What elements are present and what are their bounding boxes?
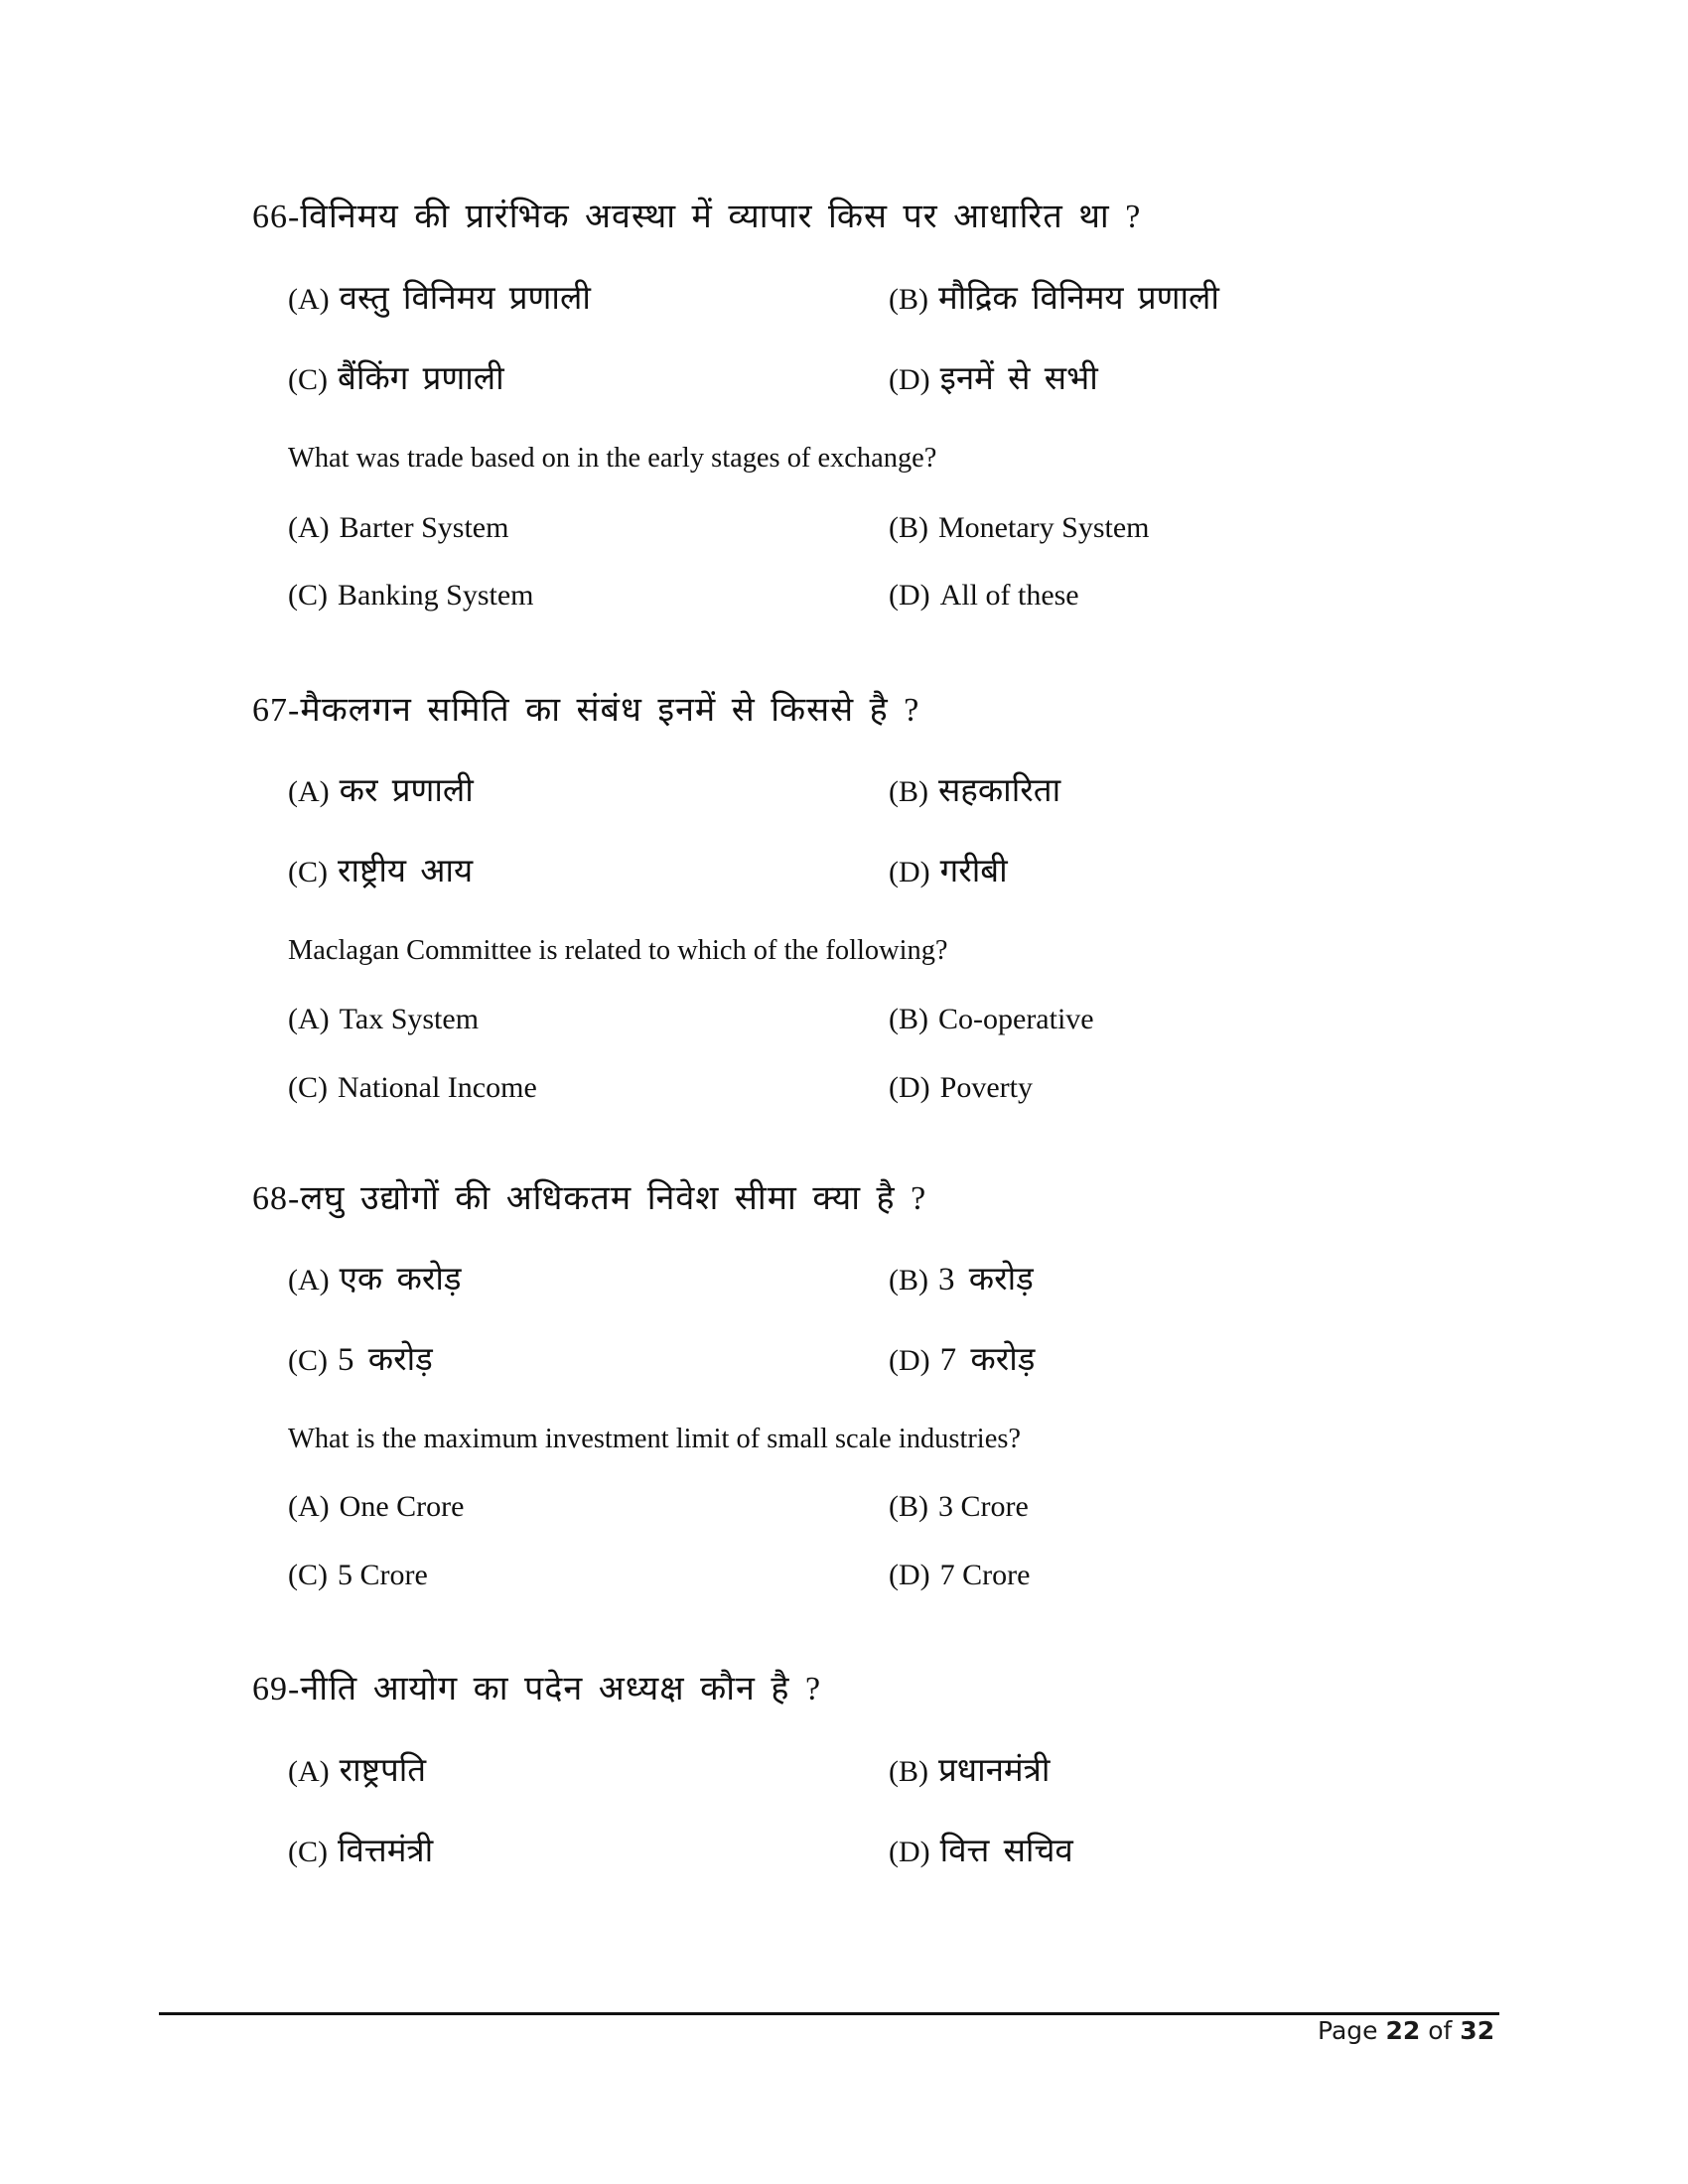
option-label: (A) xyxy=(288,1264,330,1297)
option-text: एक करोड़ xyxy=(339,1262,462,1297)
option-text: सहकारिता xyxy=(938,773,1061,809)
option-text: वित्त सचिव xyxy=(939,1834,1073,1869)
question-68-english: What is the maximum investment limit of small scale industries? xyxy=(288,1423,1022,1454)
option-label: (C) xyxy=(288,1836,328,1868)
option-66-en-b xyxy=(889,513,1149,543)
option-68-en-c xyxy=(288,1561,428,1590)
option-label: (B) xyxy=(889,1490,928,1523)
option-66-hi-c xyxy=(288,363,504,396)
option-text: बैंकिंग प्रणाली xyxy=(338,361,504,397)
page-current: 22 xyxy=(1385,2016,1421,2045)
question-66-hindi xyxy=(252,201,1141,234)
option-text: वस्तु विनिमय प्रणाली xyxy=(339,281,591,317)
option-68-hi-b xyxy=(889,1264,1034,1297)
option-66-hi-b xyxy=(889,283,1219,316)
question-67-hindi xyxy=(252,694,919,728)
option-label: (B) xyxy=(889,1003,928,1035)
option-label: (D) xyxy=(889,1559,930,1591)
option-text: प्रधानमंत्री xyxy=(938,1753,1051,1789)
question-text: लघु उद्योगों की अधिकतम निवेश सीमा क्या है ? xyxy=(300,1180,927,1217)
option-66-hi-d xyxy=(889,363,1098,396)
option-66-hi-a xyxy=(288,283,591,316)
option-label: (A) xyxy=(288,511,330,544)
option-text: वित्तमंत्री xyxy=(338,1834,434,1869)
option-67-hi-b xyxy=(889,775,1060,808)
option-label: (A) xyxy=(288,775,330,808)
option-label: (A) xyxy=(288,1490,330,1523)
option-69-hi-b xyxy=(889,1755,1050,1788)
question-number: 67- xyxy=(252,692,301,729)
option-label: (A) xyxy=(288,283,330,316)
option-67-en-d xyxy=(889,1073,1033,1103)
option-67-hi-a xyxy=(288,775,474,808)
option-67-hi-c xyxy=(288,856,473,888)
option-label: (C) xyxy=(288,1071,328,1104)
option-text: Monetary System xyxy=(938,511,1150,544)
option-label: (D) xyxy=(889,856,930,888)
question-69-hindi xyxy=(252,1673,821,1706)
option-69-hi-c xyxy=(288,1836,433,1868)
option-69-hi-d xyxy=(889,1836,1073,1868)
option-69-hi-a xyxy=(288,1755,426,1788)
question-68-hindi xyxy=(252,1182,926,1216)
option-text: 5 करोड़ xyxy=(338,1342,433,1378)
option-68-en-b xyxy=(889,1492,1029,1522)
option-text: 3 करोड़ xyxy=(938,1262,1034,1297)
question-number: 66- xyxy=(252,199,301,235)
question-number: 69- xyxy=(252,1671,301,1707)
option-67-en-b xyxy=(889,1005,1094,1034)
question-text: नीति आयोग का पदेन अध्यक्ष कौन है ? xyxy=(300,1671,822,1707)
option-text: 5 Crore xyxy=(338,1559,428,1591)
question-66-english: What was trade based on in the early stages of exchange? xyxy=(288,442,937,474)
option-text: कर प्रणाली xyxy=(339,773,474,809)
option-label: (A) xyxy=(288,1003,330,1035)
option-label: (B) xyxy=(889,511,928,544)
option-text: Banking System xyxy=(338,579,534,612)
option-text: Barter System xyxy=(339,511,509,544)
option-text: इनमें से सभी xyxy=(939,361,1098,397)
option-67-hi-d xyxy=(889,856,1008,888)
option-text: राष्ट्रपति xyxy=(339,1753,427,1789)
option-label: (D) xyxy=(889,1836,930,1868)
option-label: (D) xyxy=(889,363,930,396)
page-prefix: Page xyxy=(1318,2016,1378,2045)
option-label: (C) xyxy=(288,1559,328,1591)
option-68-en-d xyxy=(889,1561,1030,1590)
option-label: (D) xyxy=(889,1344,930,1377)
option-text: Poverty xyxy=(939,1071,1033,1104)
option-label: (C) xyxy=(288,363,328,396)
option-label: (C) xyxy=(288,856,328,888)
page-number xyxy=(1318,2016,1494,2045)
page-total: 32 xyxy=(1460,2016,1495,2045)
option-67-en-c xyxy=(288,1073,537,1103)
option-66-en-d xyxy=(889,581,1079,611)
question-67-english: Maclagan Committee is related to which of the following? xyxy=(288,934,948,966)
question-number: 68- xyxy=(252,1180,301,1217)
option-text: 7 करोड़ xyxy=(939,1342,1036,1378)
option-text: National Income xyxy=(338,1071,537,1104)
option-text: All of these xyxy=(939,579,1079,612)
option-text: One Crore xyxy=(339,1490,465,1523)
option-68-en-a xyxy=(288,1492,464,1522)
option-68-hi-d xyxy=(889,1344,1035,1377)
option-label: (B) xyxy=(889,283,928,316)
option-label: (C) xyxy=(288,1344,328,1377)
option-text: राष्ट्रीय आय xyxy=(338,854,474,889)
option-label: (B) xyxy=(889,1755,928,1788)
option-label: (B) xyxy=(889,1264,928,1297)
option-text: 3 Crore xyxy=(938,1490,1029,1523)
option-66-en-a xyxy=(288,513,508,543)
option-label: (D) xyxy=(889,1071,930,1104)
option-68-hi-a xyxy=(288,1264,462,1297)
option-66-en-c xyxy=(288,581,534,611)
option-68-hi-c xyxy=(288,1344,433,1377)
option-label: (D) xyxy=(889,579,930,612)
option-67-en-a xyxy=(288,1005,479,1034)
option-text: 7 Crore xyxy=(939,1559,1031,1591)
option-label: (A) xyxy=(288,1755,330,1788)
option-text: Co-operative xyxy=(938,1003,1094,1035)
option-text: मौद्रिक विनिमय प्रणाली xyxy=(938,281,1219,317)
footer-divider xyxy=(159,2012,1499,2015)
option-label: (C) xyxy=(288,579,328,612)
question-text: विनिमय की प्रारंभिक अवस्था में व्यापार किस पर आधारित था ? xyxy=(300,199,1142,235)
page-of: of xyxy=(1428,2016,1453,2045)
question-text: मैकलगन समिति का संबंध इनमें से किससे है ? xyxy=(300,692,920,729)
option-text: Tax System xyxy=(339,1003,480,1035)
option-text: गरीबी xyxy=(939,854,1008,889)
option-label: (B) xyxy=(889,775,928,808)
